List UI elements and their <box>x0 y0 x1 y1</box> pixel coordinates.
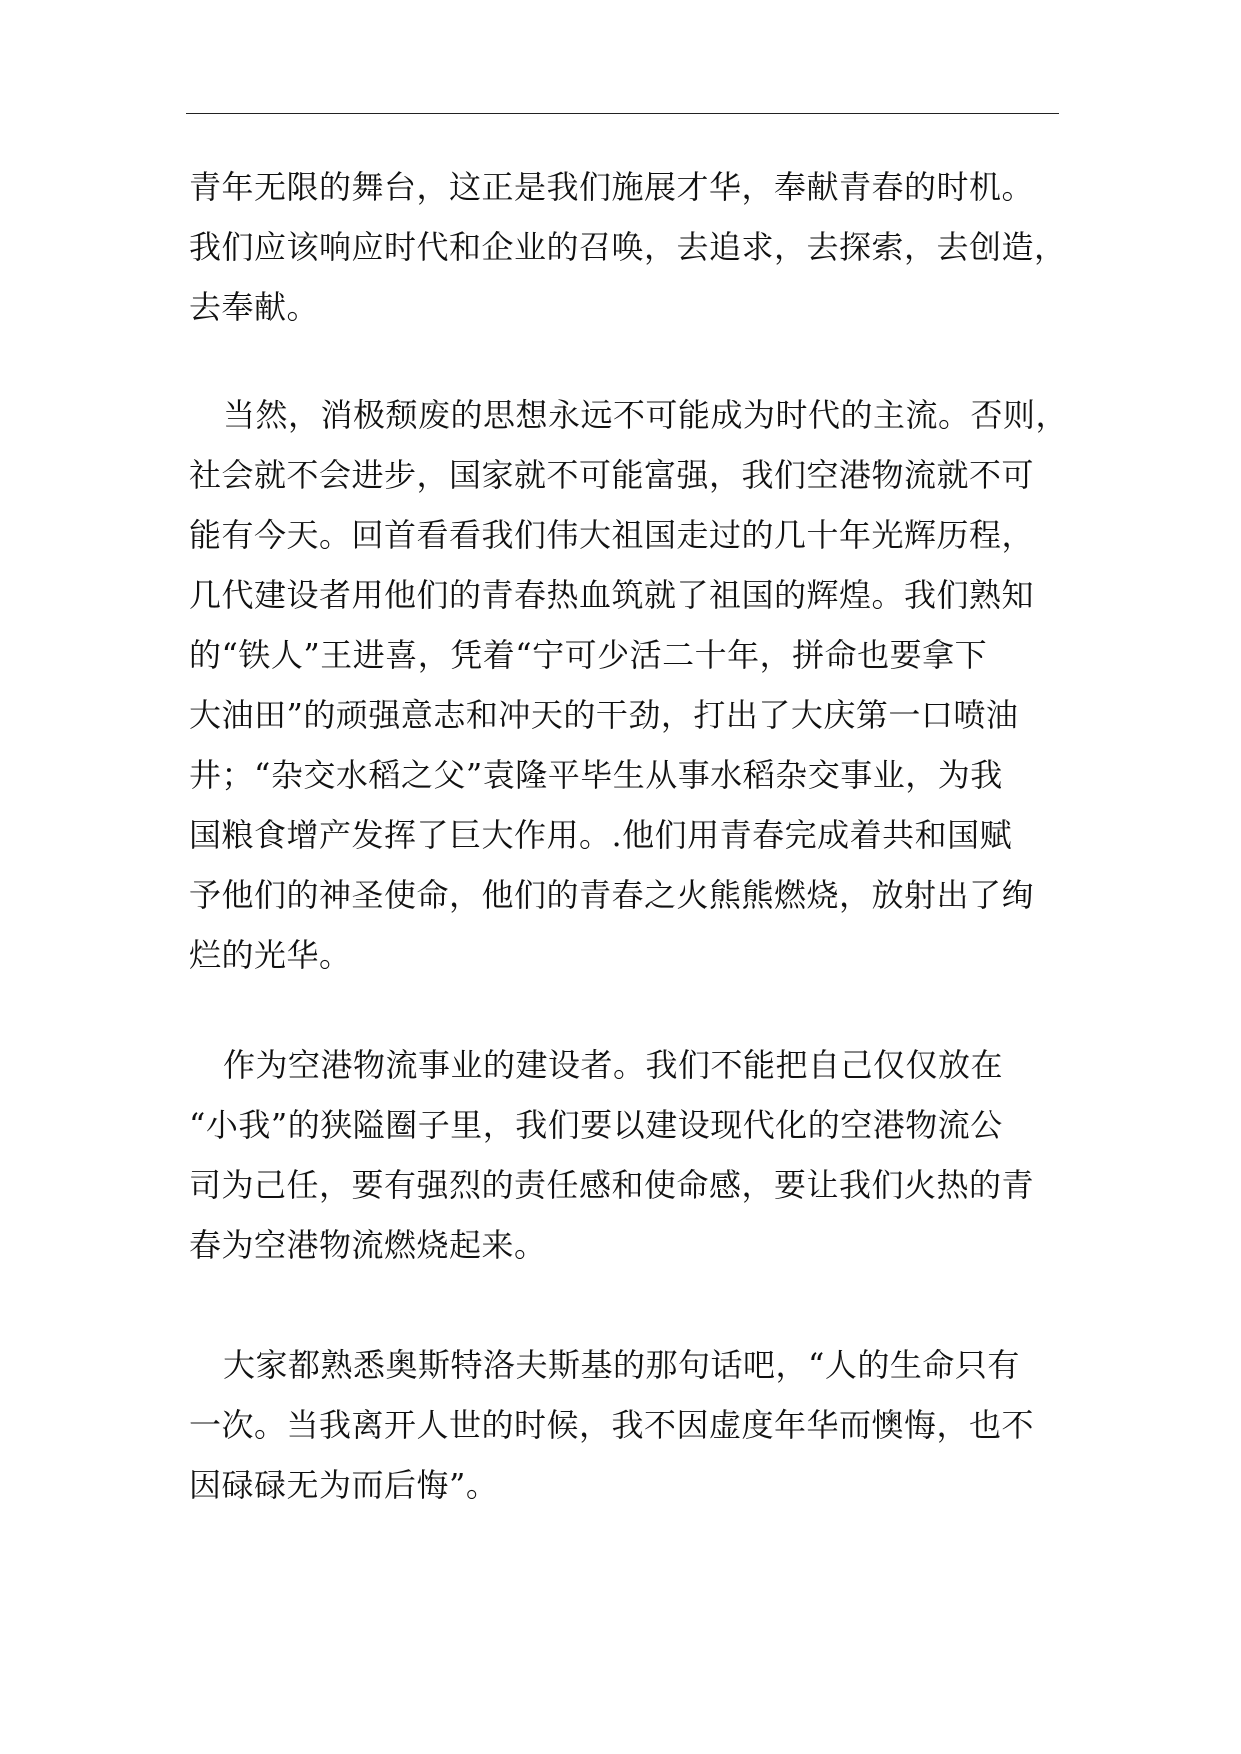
text-line: 司为己任，要有强烈的责任感和使命感，要让我们火热的青 <box>189 1166 1035 1204</box>
text-line: 青年无限的舞台，这正是我们施展才华，奉献青春的时机。 <box>189 168 1035 206</box>
header-rule <box>186 113 1059 114</box>
text-line: “小我”的狭隘圈子里，我们要以建设现代化的空港物流公 <box>189 1106 1003 1144</box>
text-line: 大油田”的顽强意志和冲天的干劲，打出了大庆第一口喷油 <box>189 696 1019 734</box>
paragraph-2 <box>189 385 1069 985</box>
text-line: 能有今天。回首看看我们伟大祖国走过的几十年光辉历程， <box>189 516 1035 554</box>
paragraph-1 <box>189 157 1069 337</box>
paragraph-3 <box>189 1035 1069 1275</box>
text-line: 几代建设者用他们的青春热血筑就了祖国的辉煌。我们熟知 <box>189 576 1035 614</box>
text-line: 去奉献。 <box>189 288 320 326</box>
text-line: 春为空港物流燃烧起来。 <box>189 1226 547 1264</box>
text-line: 井；“杂交水稻之父”袁隆平毕生从事水稻杂交事业，为我 <box>189 756 1003 794</box>
text-line: 社会就不会进步，国家就不可能富强，我们空港物流就不可 <box>189 456 1035 494</box>
text-line: 因碌碌无为而后悔”。 <box>189 1466 499 1504</box>
text-line: 一次。当我离开人世的时候，我不因虚度年华而懊悔，也不 <box>189 1406 1035 1444</box>
paragraph-4 <box>189 1335 1069 1515</box>
text-line: 我们应该响应时代和企业的召唤，去追求，去探索，去创造， <box>189 228 1067 266</box>
text-line: 予他们的神圣使命，他们的青春之火熊熊燃烧，放射出了绚 <box>189 876 1035 914</box>
text-line: 大家都熟悉奥斯特洛夫斯基的那句话吧，“人的生命只有 <box>223 1346 1020 1384</box>
text-line: 当然，消极颓废的思想永远不可能成为时代的主流。否则， <box>223 396 1069 434</box>
text-line: 的“铁人”王进喜，凭着“宁可少活二十年，拼命也要拿下 <box>189 636 988 674</box>
text-line: 烂的光华。 <box>189 936 352 974</box>
text-line: 作为空港物流事业的建设者。我们不能把自己仅仅放在 <box>223 1046 1004 1084</box>
text-line: 国粮食增产发挥了巨大作用。.他们用青春完成着共和国赋 <box>189 816 1013 854</box>
